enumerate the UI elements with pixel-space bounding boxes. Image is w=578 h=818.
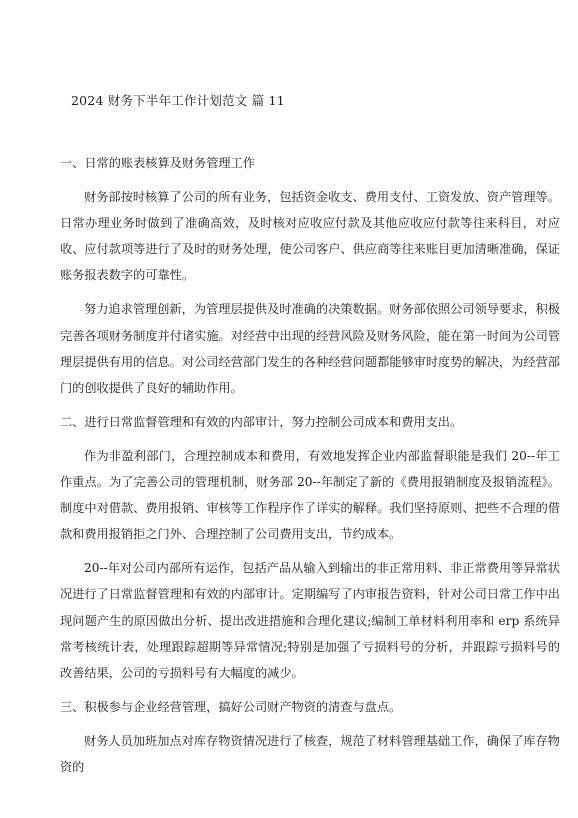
paragraph: 作为非盈利部门，合理控制成本和费用，有效地发挥企业内部监督职能是我们 20--年工作重点。为了完善公司的管理机制，财务部 20--年制定了新的《费用报销制度及报销流程》。制度中对借款、费用报销、审核等工作程序作了详实的解释。我们坚持原则、把些不合理的借款和费用报销拒之门外、合理控制了公司费用支出，节约成本。 — [60, 448, 560, 542]
document-title: 2024 财务下半年工作计划范文 篇 11 — [71, 93, 285, 108]
document-body — [60, 150, 560, 788]
paragraph: 努力追求管理创新，为管理层提供及时准确的决策数据。财务部依照公司领导要求，积极完善各项财务制度并付诸实施。对经营中出现的经营风险及财务风险，能在第一时间为公司管理层提供有用的信息。对公司经营部门发生的各种经营问题都能够审时度势的解决，为经营部门的创收提供了良好的辅助作用。 — [60, 302, 560, 395]
paragraph: 财务人员加班加点对库存物资情况进行了核查，规范了材料管理基础工作，确保了库存物资的 — [60, 733, 560, 774]
section-heading: 三、积极参与企业经营管理，搞好公司财产物资的清查与盘点。 — [60, 699, 402, 714]
section-heading: 二、进行日常监督管理和有效的内部审计，努力控制公司成本和费用支出。 — [60, 414, 463, 429]
paragraph: 财务部按时核算了公司的所有业务，包括资金收支、费用支付、工资发放、资产管理等。日常办理业务时做到了准确高效，及时核对应收应付款及其他应收应付款等往来科目，对应收、应付款项等进行了及时的财务处理，使公司客户、供应商等往来账目更加清晰准确，保证账务报表数字的可靠性。 — [60, 190, 560, 283]
section-heading: 一、日常的账表核算及财务管理工作 — [60, 156, 255, 170]
paragraph: 20--年对公司内部所有运作，包括产品从输入到输出的非正常用料、非正常费用等异常状况进行了日常监督管理和有效的内部审计。定期编写了内审报告资料，针对公司日常工作中出现问题产生的原因做出分析、提出改进措施和合理化建议;编制工单材料利用率和 erp 系统异常考核统计表，处理跟踪超期等异常情况;特别是加强了亏损料号的分析，并跟踪亏损料号的改善结果，公司的亏损料号有大幅度的减少。 — [60, 561, 560, 680]
